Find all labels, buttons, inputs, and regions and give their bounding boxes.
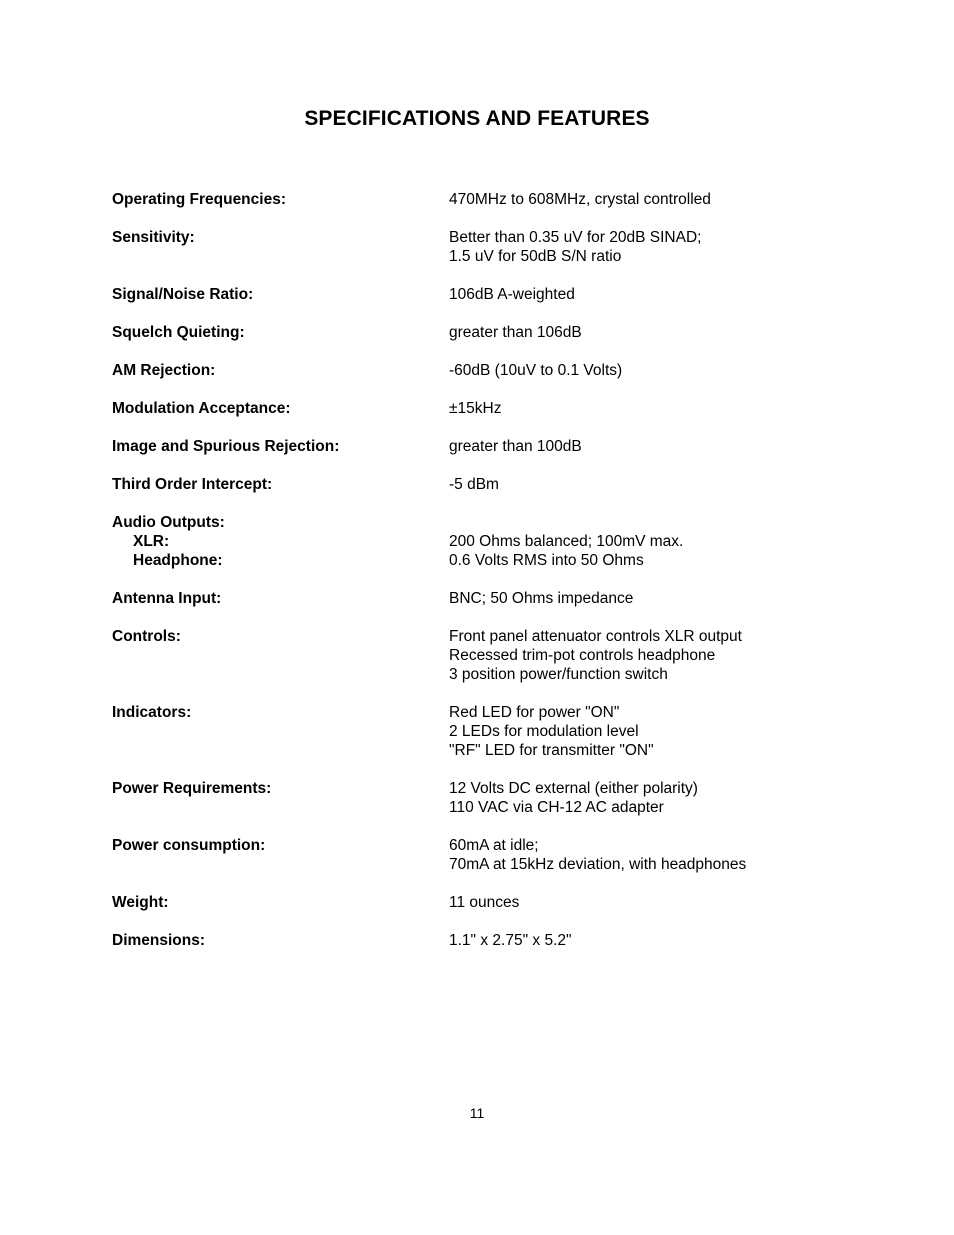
spec-value: ±15kHz (449, 400, 502, 417)
spec-row-signal-noise-ratio (112, 285, 872, 304)
page-number: 11 (469, 1105, 485, 1121)
spec-row-weight (112, 893, 872, 912)
spec-value: greater than 106dB (449, 324, 582, 341)
spec-value: Better than 0.35 uV for 20dB SINAD; (449, 229, 702, 246)
page-title: SPECIFICATIONS AND FEATURES (304, 107, 650, 130)
spec-row-image-spurious-rejection (112, 437, 872, 456)
spec-value: 2 LEDs for modulation level (449, 723, 639, 740)
spec-row-sensitivity (112, 228, 872, 266)
spec-label: Modulation Acceptance: (112, 400, 291, 417)
spec-row-am-rejection (112, 361, 872, 380)
spec-row-antenna-input (112, 589, 872, 608)
spec-value: 60mA at idle; (449, 837, 539, 854)
spec-value: -60dB (10uV to 0.1 Volts) (449, 362, 623, 379)
spec-value: 106dB A-weighted (449, 286, 575, 303)
spec-row-power-requirements (112, 779, 872, 817)
spec-row-third-order-intercept (112, 475, 872, 494)
spec-sub-label-headphone: Headphone: (133, 552, 223, 569)
spec-row-modulation-acceptance (112, 399, 872, 418)
spec-value: 1.1" x 2.75" x 5.2" (449, 932, 572, 949)
spec-value: 3 position power/function switch (449, 666, 668, 683)
spec-row-power-consumption (112, 836, 872, 874)
spec-label: Power Requirements: (112, 780, 272, 797)
spec-label: Power consumption: (112, 837, 266, 854)
spec-table (112, 190, 872, 969)
spec-label: Audio Outputs: (112, 514, 225, 531)
spec-label: Signal/Noise Ratio: (112, 286, 254, 303)
spec-label: Operating Frequencies: (112, 191, 286, 208)
spec-label: Weight: (112, 894, 169, 911)
spec-value: "RF" LED for transmitter "ON" (449, 742, 654, 759)
spec-label: Squelch Quieting: (112, 324, 245, 341)
spec-value: 0.6 Volts RMS into 50 Ohms (449, 552, 644, 569)
spec-label: Third Order Intercept: (112, 476, 273, 493)
spec-row-squelch-quieting (112, 323, 872, 342)
spec-label: Indicators: (112, 704, 192, 721)
spec-value: BNC; 50 Ohms impedance (449, 590, 634, 607)
spec-value: 200 Ohms balanced; 100mV max. (449, 533, 684, 550)
spec-value: Red LED for power "ON" (449, 704, 620, 721)
spec-label: AM Rejection: (112, 362, 216, 379)
spec-row-controls (112, 627, 872, 684)
spec-label: Antenna Input: (112, 590, 222, 607)
spec-label: Controls: (112, 628, 181, 645)
spec-row-dimensions (112, 931, 872, 950)
spec-label: Image and Spurious Rejection: (112, 438, 340, 455)
spec-value: Front panel attenuator controls XLR output (449, 628, 742, 645)
spec-value: greater than 100dB (449, 438, 582, 455)
spec-row-indicators (112, 703, 872, 760)
spec-label: Sensitivity: (112, 229, 195, 246)
spec-value: Recessed trim-pot controls headphone (449, 647, 716, 664)
spec-sub-label-xlr: XLR: (133, 533, 170, 550)
spec-value: -5 dBm (449, 476, 499, 493)
spec-value: 1.5 uV for 50dB S/N ratio (449, 248, 622, 265)
spec-value: 470MHz to 608MHz, crystal controlled (449, 191, 711, 208)
spec-row-operating-frequencies (112, 190, 872, 209)
spec-value: 70mA at 15kHz deviation, with headphones (449, 856, 747, 873)
spec-value: 12 Volts DC external (either polarity) (449, 780, 698, 797)
spec-label: Dimensions: (112, 932, 206, 949)
spec-value: 11 ounces (449, 894, 520, 911)
spec-row-audio-outputs (112, 513, 872, 570)
spec-value: 110 VAC via CH-12 AC adapter (449, 799, 664, 816)
